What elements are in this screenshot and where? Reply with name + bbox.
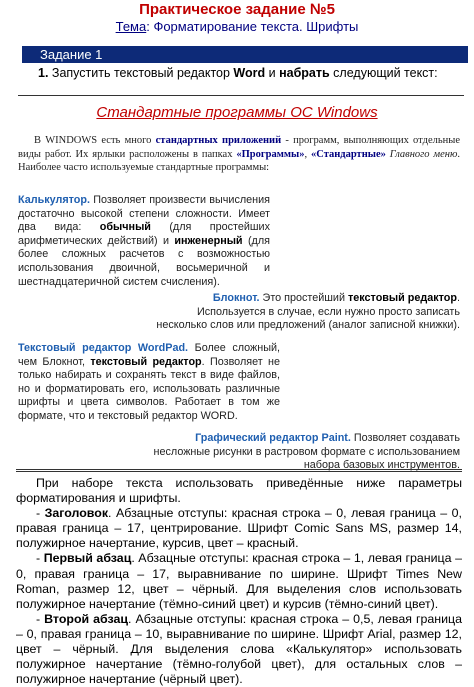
wordpad-text: Более сложный, чем Блокнот,	[18, 342, 281, 368]
intro-text: ,	[304, 148, 312, 160]
divider-line	[18, 95, 464, 96]
topic-label: Тема	[115, 19, 147, 34]
wordpad-heading: Текстовый редактор WordPad.	[18, 342, 189, 354]
notepad-text: . Используется в случае, если нужно просто записать несколько слов или предложений (аналог записной книжки).	[156, 292, 460, 332]
task-item-tail: следующий текст:	[329, 66, 438, 80]
task-header-bar: Задание 1	[22, 46, 468, 63]
params-item-name: Заголовок	[44, 506, 109, 521]
task-item-bold: набрать	[279, 66, 330, 80]
params-dash: -	[36, 506, 45, 521]
calculator-text: (для простейших арифметических действий) и	[18, 221, 270, 247]
intro-text: В WINDOWS есть много	[34, 135, 156, 146]
formatting-instructions	[16, 476, 462, 687]
wordpad-text: . Позволяет не только набирать и сохранять текст в виде файлов, но и форматировать его, использовать различные шрифты и цвета символов. Работает в том же формате, что и текстовый редактор WORD.	[18, 355, 280, 422]
notepad-paragraph	[150, 292, 460, 333]
paint-paragraph	[150, 432, 460, 473]
calculator-heading: Калькулятор.	[18, 194, 90, 206]
task-item-word: Word	[233, 66, 266, 80]
topic-text: : Форматирование текста. Шрифты	[146, 19, 359, 34]
wordpad-paragraph	[18, 342, 280, 424]
double-divider	[16, 469, 462, 472]
intro-bold: «Стандартные»	[311, 148, 386, 160]
intro-bold: «Программы»	[236, 148, 305, 160]
params-item-second	[16, 612, 462, 687]
page-title: Практическое задание №5	[139, 1, 335, 18]
paint-text: Позволяет создавать несложные рисунки в растровом формате с использованием набора базовых инструментов.	[153, 432, 460, 472]
params-item-heading	[16, 506, 462, 551]
notepad-text: Это простейший	[259, 292, 348, 304]
params-dash: -	[36, 551, 44, 566]
task-item-and: и	[265, 66, 280, 80]
wordpad-bold: текстовый редактор	[90, 355, 202, 368]
calculator-bold: обычный	[99, 221, 151, 234]
params-item-text: . Абзацные отступы: красная строка – 0, левая граница – 0, правая граница – 17, центрирование. Шрифт Comic Sans MS, размер 14, полужирное начертание, курсив, цвет – красный.	[16, 506, 462, 551]
task-item-1	[38, 66, 438, 80]
intro-text: - программ, выполняющих отдельные виды работ. Их ярлыки расположены в папках	[18, 135, 460, 160]
calculator-bold: инженерный	[174, 234, 243, 247]
params-intro: При наборе текста использовать приведённые ниже параметры форматирования и шрифты.	[16, 476, 462, 506]
notepad-bold: текстовый редактор	[348, 292, 457, 304]
intro-italic: Главного меню	[389, 148, 458, 160]
calculator-text: Позволяет произвести вычисления достаточно высокой степени сложности. Имеет два вида:	[18, 194, 270, 234]
intro-bold: стандартных приложений	[155, 135, 282, 146]
task-item-number: 1.	[38, 66, 49, 80]
task-item-text: Запустить текстовый редактор	[48, 66, 234, 80]
intro-text: . Наиболее часто используемые стандартные программы:	[18, 148, 461, 173]
params-item-text: . Абзацные отступы: красная строка – 0,5, левая граница – 0, правая граница – 10, выравнивание по ширине. Шрифт Arial, размер 12, цвет – чёрный. Для выделения слова «Калькулятор» использовать полужирное начертание (тёмно-голубой цвет), для остальных слов – полужирное начертание (чёрный цвет).	[16, 611, 463, 687]
notepad-heading: Блокнот.	[212, 292, 260, 304]
params-item-name: Первый абзац	[43, 551, 132, 566]
calculator-text: (для более сложных расчетов с возможностью использования двоичной, восьмеричной и шестнадцатеричной систем счисления).	[18, 234, 270, 288]
params-item-text: . Абзацные отступы: красная строка – 1, левая граница – 0, правая граница – 17, выравнивание по ширине. Шрифт Times New Roman, размер 12, цвет – чёрный. Для выделения слов использовать полужирное начертание (тёмно-синий цвет) и курсив (тёмно-синий цвет).	[16, 551, 462, 611]
paint-heading: Графический редактор Paint.	[195, 432, 351, 444]
topic-line	[0, 19, 474, 34]
params-item-first	[16, 551, 462, 611]
params-dash: -	[36, 611, 45, 626]
params-item-name: Второй абзац	[44, 611, 129, 626]
calculator-paragraph	[18, 194, 270, 289]
intro-paragraph	[18, 134, 460, 175]
document-heading: Стандартные программы ОС Windows	[96, 104, 378, 121]
